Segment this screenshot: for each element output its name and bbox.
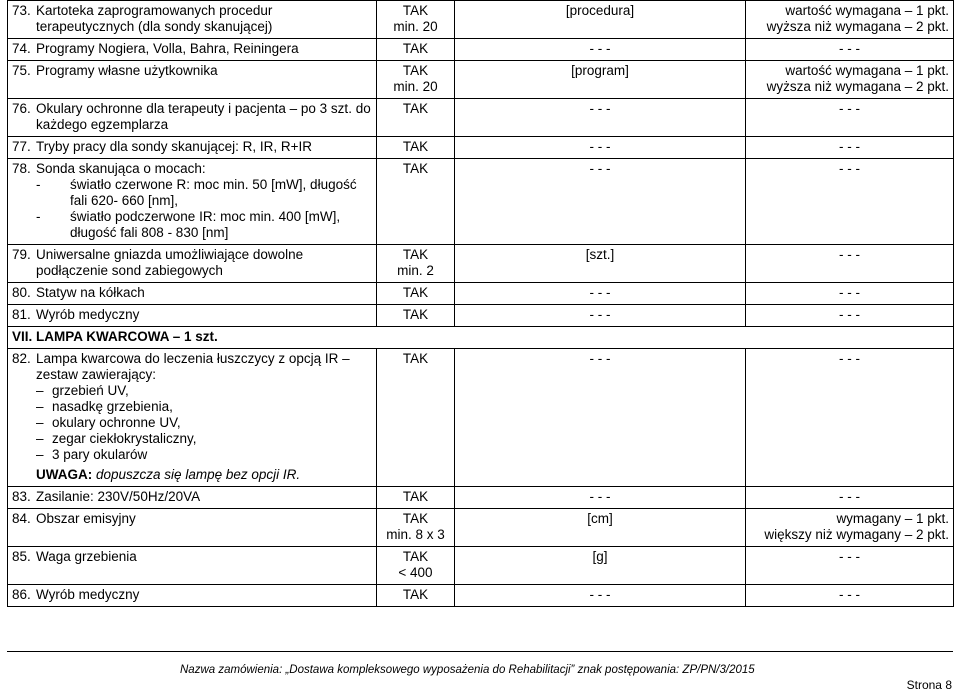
note-text: dopuszcza się lampę bez opcji IR. xyxy=(96,467,301,482)
scoring-cell-line: wyższa niż wymagana – 2 pkt. xyxy=(766,79,949,94)
item-text-block xyxy=(36,587,372,603)
sub-list-item: – okulary ochronne UV, xyxy=(36,415,372,431)
scoring-cell xyxy=(746,283,954,305)
section-header xyxy=(8,327,954,349)
section-header-row xyxy=(8,327,954,349)
item-text-block xyxy=(36,139,372,155)
scoring-cell-line: większy niż wymagany – 2 pkt. xyxy=(764,527,949,542)
item-description-cell xyxy=(8,349,377,487)
scoring-value: - - - xyxy=(839,351,860,366)
required-value-cell-line: TAK xyxy=(402,161,429,176)
item-description-cell xyxy=(8,99,377,137)
required-value-cell-line: TAK xyxy=(402,63,429,78)
required-value-cell-line: TAK xyxy=(402,139,429,154)
required-value-cell xyxy=(377,99,455,137)
item xyxy=(12,549,372,565)
scoring-cell xyxy=(746,585,954,607)
scoring-cell xyxy=(746,159,954,245)
unit-value: - - - xyxy=(589,139,611,154)
item-text-block xyxy=(36,3,372,35)
footer-divider xyxy=(7,651,953,652)
scoring-cell-line: - - - xyxy=(839,161,860,176)
item-description-cell xyxy=(8,137,377,159)
unit-cell xyxy=(455,99,746,137)
table-row xyxy=(8,547,954,585)
item-description: Wyrób medyczny xyxy=(36,307,140,322)
item-number: 76. xyxy=(12,101,31,116)
item-description: Lampa kwarcowa do leczenia łuszczycy z opcją IR – zestaw zawierający: xyxy=(36,351,350,382)
unit-cell xyxy=(455,159,746,245)
unit-value: - - - xyxy=(589,101,611,116)
required-value-cell xyxy=(377,509,455,547)
scoring-cell xyxy=(746,245,954,283)
sub-list-item: – 3 pary okularów xyxy=(36,447,372,463)
item-description: Programy Nogiera, Volla, Bahra, Reiningera xyxy=(36,41,299,56)
item-number: 77. xyxy=(12,139,31,154)
item-description: Statyw na kółkach xyxy=(36,285,145,300)
scoring-cell xyxy=(746,1,954,39)
table-row xyxy=(8,159,954,245)
unit-value: [g] xyxy=(592,549,608,564)
required-value-cell-line: TAK xyxy=(402,549,429,564)
required-value-cell xyxy=(377,349,455,487)
item-description-cell xyxy=(8,547,377,585)
item xyxy=(12,351,372,483)
item-description-cell xyxy=(8,1,377,39)
required-value-cell-line: min. 8 x 3 xyxy=(386,527,445,542)
sub-list-item: - światło czerwone R: moc min. 50 [mW], długość fali 620- 660 [nm], xyxy=(36,177,372,209)
item-number: 73. xyxy=(12,3,31,18)
footer-order-name: Nazwa zamówienia: „Dostawa kompleksowego wyposażenia do Rehabilitacji” znak postępowania: ZP/PN/3/2015 xyxy=(180,664,755,676)
scoring-cell-line: - - - xyxy=(839,587,860,602)
item-text-block xyxy=(36,511,372,527)
unit-cell xyxy=(455,305,746,327)
scoring-cell-line: wartość wymagana – 1 pkt. xyxy=(785,3,949,18)
item-text-block xyxy=(36,101,372,133)
item-number: 78. xyxy=(12,161,31,176)
item xyxy=(12,63,372,79)
required-value-cell-line: TAK xyxy=(402,307,429,322)
unit-cell xyxy=(455,245,746,283)
item xyxy=(12,3,372,35)
item-description: Waga grzebienia xyxy=(36,549,137,564)
item-text-block xyxy=(36,161,372,241)
item-number: 74. xyxy=(12,41,31,56)
table-row xyxy=(8,245,954,283)
note-label: UWAGA: xyxy=(36,467,93,482)
unit-value: - - - xyxy=(589,161,611,176)
unit-value: [procedura] xyxy=(565,3,635,18)
item xyxy=(12,511,372,527)
section-number: VII. xyxy=(12,329,33,344)
table-row xyxy=(8,283,954,305)
scoring-cell xyxy=(746,305,954,327)
required-value-cell xyxy=(377,61,455,99)
unit-value: [program] xyxy=(571,63,629,78)
section-title: LAMPA KWARCOWA – 1 szt. xyxy=(36,329,218,344)
item xyxy=(12,489,372,505)
item-number: 79. xyxy=(12,247,31,262)
sub-list-item: - światło podczerwone IR: moc min. 400 [mW], długość fali 808 - 830 [nm] xyxy=(36,209,372,241)
required-value-cell-line: TAK xyxy=(402,285,429,300)
unit-value: [szt.] xyxy=(585,247,615,262)
scoring-cell xyxy=(746,61,954,99)
unit-value: - - - xyxy=(589,587,611,602)
item-text-block xyxy=(36,489,372,505)
item-number: 75. xyxy=(12,63,31,78)
item-description: Tryby pracy dla sondy skanującej: R, IR, R+IR xyxy=(36,139,312,154)
required-value-cell xyxy=(377,137,455,159)
table-row xyxy=(8,39,954,61)
required-value-cell xyxy=(377,283,455,305)
scoring-cell xyxy=(746,547,954,585)
item xyxy=(12,139,372,155)
scoring-cell xyxy=(746,137,954,159)
item-description-cell xyxy=(8,61,377,99)
item-description-cell xyxy=(8,305,377,327)
specification-table xyxy=(7,0,954,607)
item xyxy=(12,307,372,323)
scoring-cell xyxy=(746,487,954,509)
scoring-cell-line: - - - xyxy=(839,247,860,262)
sub-list-item: – grzebień UV, xyxy=(36,383,372,399)
item-description-cell xyxy=(8,487,377,509)
item-description: Programy własne użytkownika xyxy=(36,63,218,78)
table-row xyxy=(8,305,954,327)
sub-list-item: – zegar ciekłokrystaliczny, xyxy=(36,431,372,447)
item-description: Kartoteka zaprogramowanych procedur terapeutycznych (dla sondy skanującej) xyxy=(36,3,273,34)
required-value-cell xyxy=(377,39,455,61)
item-number: 80. xyxy=(12,285,31,300)
unit-cell xyxy=(455,283,746,305)
scoring-cell-line: - - - xyxy=(839,41,860,56)
unit-value: - - - xyxy=(589,41,611,56)
required-value-cell-line: min. 20 xyxy=(393,19,438,34)
required-value-cell-line: TAK xyxy=(402,489,429,504)
item-description-cell xyxy=(8,585,377,607)
item xyxy=(12,41,372,57)
item xyxy=(12,285,372,301)
item-number: 86. xyxy=(12,587,31,602)
item-description: Uniwersalne gniazda umożliwiające dowolne podłączenie sond zabiegowych xyxy=(36,247,304,278)
table-row xyxy=(8,585,954,607)
table-row xyxy=(8,99,954,137)
item-text-block xyxy=(36,307,372,323)
item-description: Okulary ochronne dla terapeuty i pacjenta – po 3 szt. do każdego egzemplarza xyxy=(36,101,371,132)
required-value-cell-line: TAK xyxy=(402,3,429,18)
required-value-cell-line: TAK xyxy=(402,511,429,526)
unit-cell xyxy=(455,137,746,159)
sub-list xyxy=(36,177,372,241)
scoring-cell-line: wymagany – 1 pkt. xyxy=(836,511,949,526)
required-value: TAK xyxy=(402,351,429,366)
item xyxy=(12,247,372,279)
required-value-cell xyxy=(377,1,455,39)
required-value-cell xyxy=(377,547,455,585)
required-value-cell-line: < 400 xyxy=(398,565,433,580)
scoring-cell xyxy=(746,99,954,137)
item xyxy=(12,587,372,603)
unit-value: - - - xyxy=(589,351,611,366)
scoring-cell-line: - - - xyxy=(839,101,860,116)
required-value-cell-line: min. 2 xyxy=(397,263,434,278)
item-description-cell xyxy=(8,509,377,547)
unit-cell xyxy=(455,509,746,547)
item-text-block xyxy=(36,41,372,57)
scoring-cell-line: - - - xyxy=(839,139,860,154)
item-description: Sonda skanująca o mocach: xyxy=(36,161,206,176)
scoring-cell-line: - - - xyxy=(839,489,860,504)
scoring-cell xyxy=(746,349,954,487)
item-number: 82. xyxy=(12,351,31,366)
required-value-cell xyxy=(377,585,455,607)
scoring-cell-line: - - - xyxy=(839,549,860,564)
unit-cell xyxy=(455,1,746,39)
note xyxy=(36,467,372,483)
item-number: 81. xyxy=(12,307,31,322)
item xyxy=(12,101,372,133)
required-value-cell-line: TAK xyxy=(402,587,429,602)
item-text-block xyxy=(36,63,372,79)
item xyxy=(12,161,372,241)
unit-cell xyxy=(455,487,746,509)
scoring-cell xyxy=(746,509,954,547)
required-value-cell-line: min. 20 xyxy=(393,79,438,94)
unit-value: - - - xyxy=(589,489,611,504)
unit-value: - - - xyxy=(589,307,611,322)
item-number: 83. xyxy=(12,489,31,504)
item-text-block xyxy=(36,285,372,301)
item-description-cell xyxy=(8,283,377,305)
item-text-block xyxy=(36,247,372,279)
item-description-cell xyxy=(8,159,377,245)
scoring-cell-line: - - - xyxy=(839,285,860,300)
required-value-cell-line: TAK xyxy=(402,101,429,116)
scoring-cell-line: wyższa niż wymagana – 2 pkt. xyxy=(766,19,949,34)
item-description-cell xyxy=(8,245,377,283)
table-row xyxy=(8,487,954,509)
unit-cell xyxy=(455,61,746,99)
sub-list xyxy=(36,383,372,463)
item-number: 84. xyxy=(12,511,31,526)
required-value-cell xyxy=(377,305,455,327)
item-description: Wyrób medyczny xyxy=(36,587,140,602)
required-value-cell xyxy=(377,487,455,509)
scoring-cell-line: wartość wymagana – 1 pkt. xyxy=(785,63,949,78)
table-row xyxy=(8,61,954,99)
unit-value: [cm] xyxy=(587,511,613,526)
unit-cell xyxy=(455,349,746,487)
required-value-cell-line: TAK xyxy=(402,247,429,262)
scoring-cell xyxy=(746,39,954,61)
item-description: Zasilanie: 230V/50Hz/20VA xyxy=(36,489,201,504)
table-row xyxy=(8,349,954,487)
table-row xyxy=(8,137,954,159)
page-number: Strona 8 xyxy=(906,678,952,692)
scoring-cell-line: - - - xyxy=(839,307,860,322)
unit-value: - - - xyxy=(589,285,611,300)
unit-cell xyxy=(455,547,746,585)
item-description-cell xyxy=(8,39,377,61)
sub-list-item: – nasadkę grzebienia, xyxy=(36,399,372,415)
item-text-block xyxy=(36,351,372,483)
unit-cell xyxy=(455,585,746,607)
unit-cell xyxy=(455,39,746,61)
required-value-cell-line: TAK xyxy=(402,41,429,56)
item-text-block xyxy=(36,549,372,565)
item-number: 85. xyxy=(12,549,31,564)
table-row xyxy=(8,1,954,39)
item-description: Obszar emisyjny xyxy=(36,511,136,526)
table-row xyxy=(8,509,954,547)
required-value-cell xyxy=(377,159,455,245)
required-value-cell xyxy=(377,245,455,283)
